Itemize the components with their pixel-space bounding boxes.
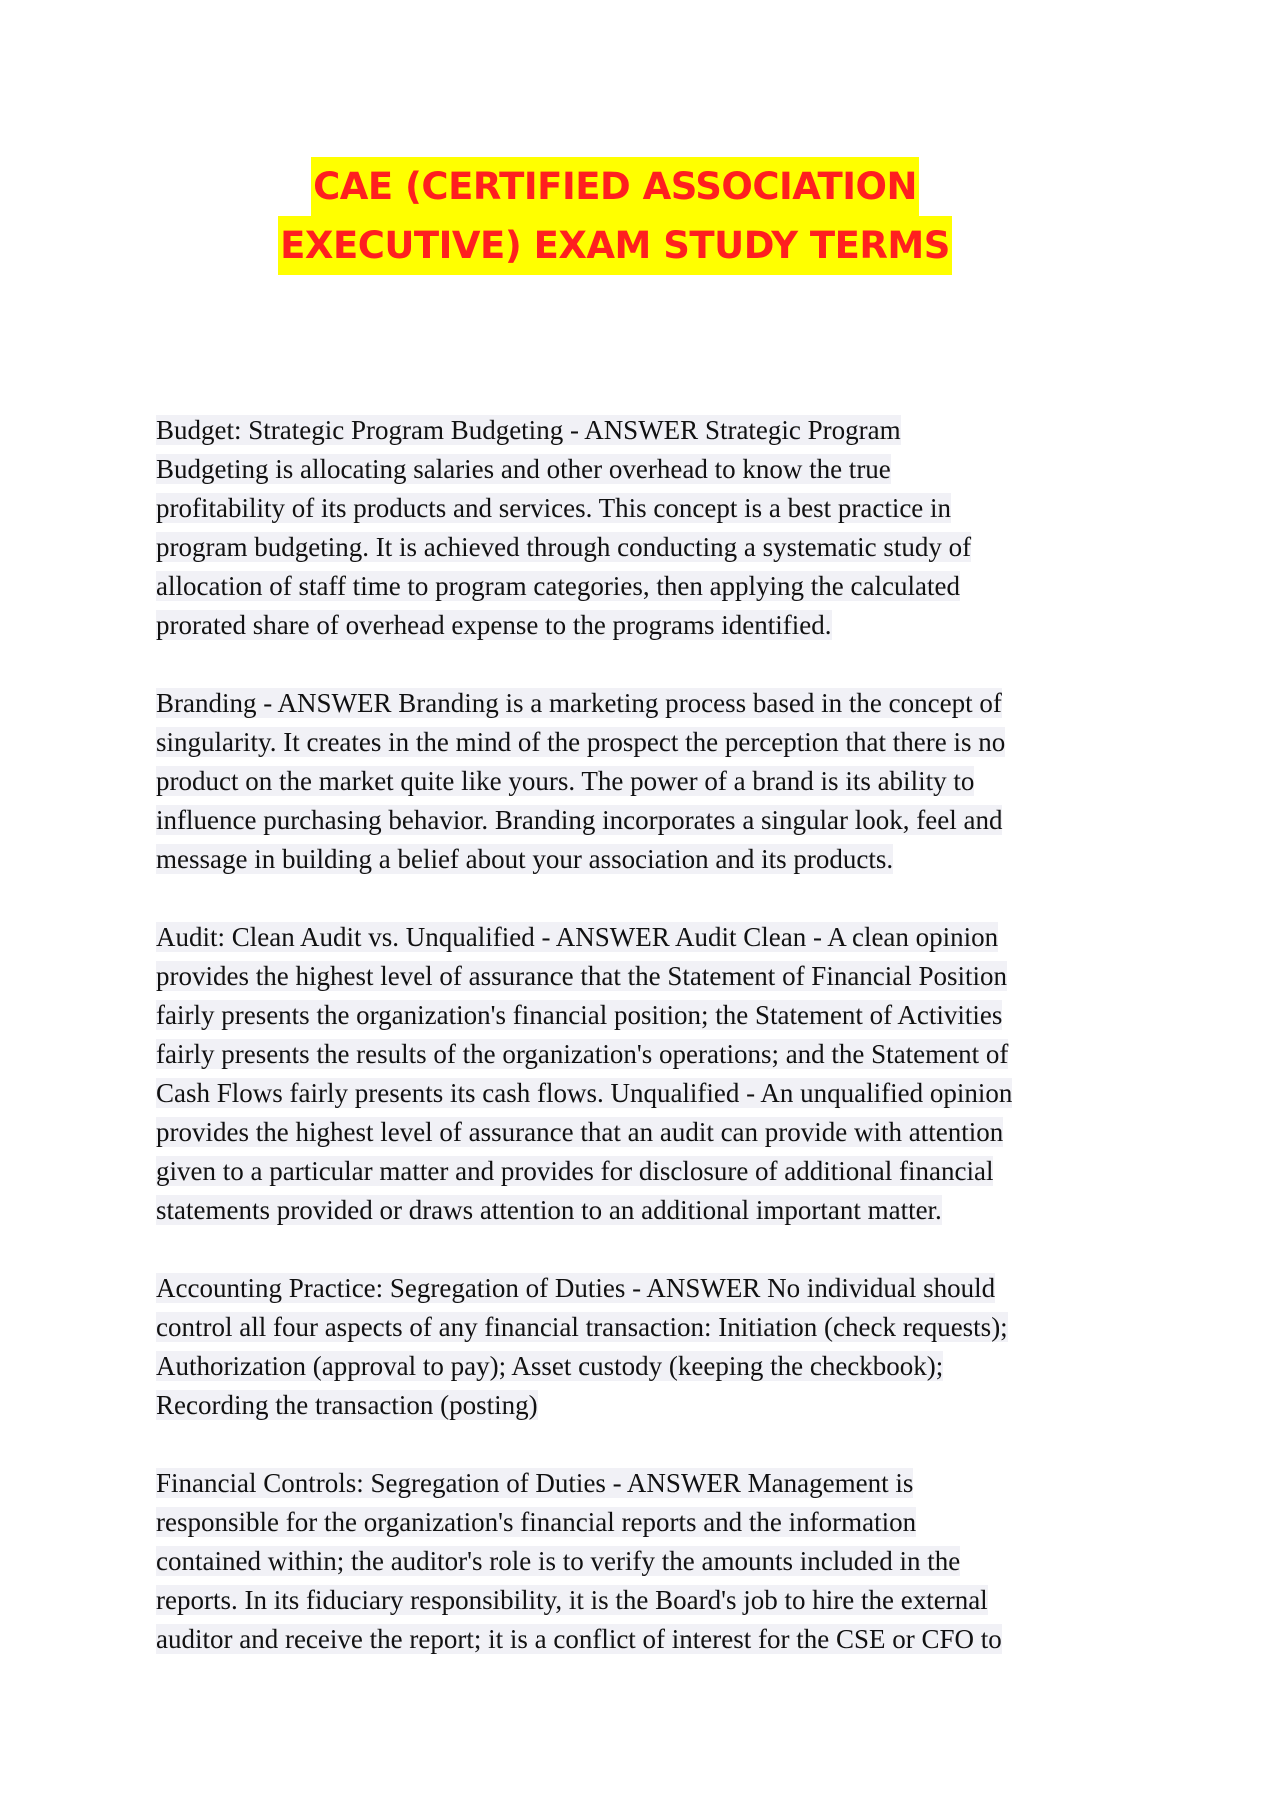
text-line: statements provided or draws attention to an additional important matter. [156,1195,942,1225]
text-line: fairly presents the organization's financial position; the Statement of Activities [156,1000,1003,1030]
term-entry-audit [156,918,1156,1230]
title-line: EXECUTIVE) EXAM STUDY TERMS [278,216,952,275]
term-entry-financial-controls [156,1464,1156,1659]
text-line: Recording the transaction (posting) [156,1390,538,1420]
text-line: reports. In its fiduciary responsibility, it is the Board's job to hire the external [156,1585,988,1615]
text-line: Authorization (approval to pay); Asset custody (keeping the checkbook); [156,1351,944,1381]
text-line: message in building a belief about your association and its products. [156,844,894,874]
text-line: given to a particular matter and provides for disclosure of additional financial [156,1156,994,1186]
text-line: fairly presents the results of the organization's operations; and the Statement of [156,1039,1009,1069]
text-line: Cash Flows fairly presents its cash flows. Unqualified - An unqualified opinion [156,1078,1013,1108]
text-line: influence purchasing behavior. Branding incorporates a singular look, feel and [156,805,1003,835]
document-title [0,157,1230,275]
text-line: Accounting Practice: Segregation of Duties - ANSWER No individual should [156,1273,996,1303]
text-line: singularity. It creates in the mind of the prospect the perception that there is no [156,727,1006,757]
text-line: responsible for the organization's financial reports and the information [156,1507,917,1537]
term-entry-budget [156,411,1156,645]
text-line: Branding - ANSWER Branding is a marketing process based in the concept of [156,688,1002,718]
text-line: contained within; the auditor's role is to verify the amounts included in the [156,1546,961,1576]
text-line: profitability of its products and services. This concept is a best practice in [156,493,952,523]
text-line: Budgeting is allocating salaries and other overhead to know the true [156,454,891,484]
text-line: prorated share of overhead expense to the programs identified. [156,610,832,640]
text-line: provides the highest level of assurance that an audit can provide with attention [156,1117,1004,1147]
title-line: CAE (CERTIFIED ASSOCIATION [311,157,919,216]
text-line: control all four aspects of any financial transaction: Initiation (check requests); [156,1312,1008,1342]
text-line: product on the market quite like yours. The power of a brand is its ability to [156,766,975,796]
text-line: Audit: Clean Audit vs. Unqualified - ANSWER Audit Clean - A clean opinion [156,922,999,952]
text-line: Financial Controls: Segregation of Duties - ANSWER Management is [156,1468,914,1498]
text-line: provides the highest level of assurance that the Statement of Financial Position [156,961,1008,991]
study-terms-list [156,411,1156,1698]
text-line: allocation of staff time to program categories, then applying the calculated [156,571,960,601]
text-line: Budget: Strategic Program Budgeting - ANSWER Strategic Program [156,415,901,445]
term-entry-accounting-practice [156,1269,1156,1425]
text-line: auditor and receive the report; it is a conflict of interest for the CSE or CFO to [156,1624,1002,1654]
term-entry-branding [156,684,1156,879]
text-line: program budgeting. It is achieved through conducting a systematic study of [156,532,972,562]
